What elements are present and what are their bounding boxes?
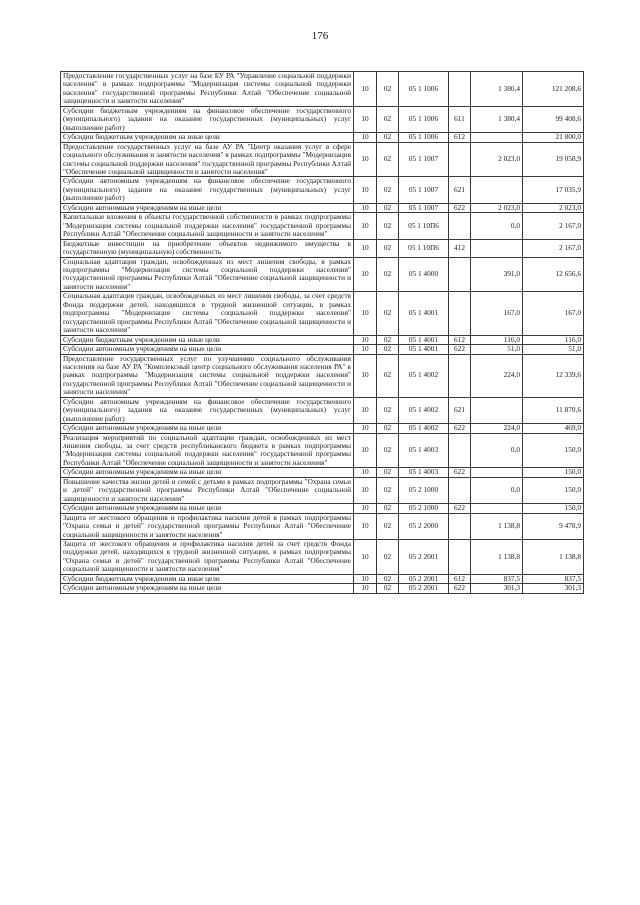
amount-change-cell: 2 023,0 (471, 142, 523, 177)
amount-change-cell: 51,0 (471, 345, 523, 354)
section-code-cell: 10 (354, 433, 377, 468)
table-row (61, 72, 584, 107)
amount-change-cell: 1 138,8 (471, 540, 523, 575)
target-article-cell: 05 2 2001 (399, 574, 449, 583)
amount-change-cell (471, 397, 523, 423)
subsection-code-cell: 02 (377, 540, 399, 575)
amount-change-cell: 0,0 (471, 477, 523, 503)
subsection-code-cell: 02 (377, 106, 399, 132)
amount-total-cell: 9 478,9 (523, 513, 584, 539)
expense-type-cell: 622 (449, 504, 471, 513)
amount-total-cell: 12 339,6 (523, 354, 584, 397)
target-article-cell: 05 1 1007 (399, 142, 449, 177)
expense-type-cell: 622 (449, 345, 471, 354)
table-row (61, 106, 584, 132)
table-row (61, 513, 584, 539)
target-article-cell: 05 1 1007 (399, 203, 449, 212)
section-code-cell: 10 (354, 513, 377, 539)
subsection-code-cell: 02 (377, 133, 399, 142)
expense-name-cell: Субсидии автономным учреждениям на иные цели (61, 424, 354, 433)
amount-total-cell: 121 208,6 (523, 72, 584, 107)
subsection-code-cell: 02 (377, 584, 399, 593)
expense-name-cell: Защита от жестокого обращения и профилактика насилия детей в рамках подпрограммы "Охрана семьи и детей" государственной программы Республики Алтай "Обеспечение социальной защищенности и занятости населения" (61, 513, 354, 539)
amount-change-cell: 837,5 (471, 574, 523, 583)
expense-name-cell: Социальная адаптация граждан, освобожденных из мест лишения свободы, в рамках подпрограммы "Модернизация системы социальной поддержки населения" государственной программы Республики Алтай "Обеспечение социальной защищенности и занятости населения" (61, 257, 354, 292)
table-row (61, 477, 584, 503)
expense-name-cell: Предоставление государственных услуг на базе АУ РА "Центр оказания услуг в сфере социального обслуживания и занятости населения" в рамках подпрограммы "Модернизация системы социальной поддержки населения" государственной программы Республики Алтай "Обеспечение социальной защищенности и занятости населения" (61, 142, 354, 177)
amount-total-cell: 116,0 (523, 335, 584, 344)
expense-name-cell: Субсидии автономным учреждениям на финансовое обеспечение государственного (муниципального) задания на оказание государственных (муниципальных) услуг (выполнение работ) (61, 177, 354, 203)
subsection-code-cell: 02 (377, 345, 399, 354)
section-code-cell: 10 (354, 354, 377, 397)
target-article-cell: 05 1 4002 (399, 424, 449, 433)
expense-name-cell: Предоставление государственных услуг на базе БУ РА "Управление социальной поддержки населения" в рамках подпрограммы "Модернизация системы социальной поддержки населения" государственной программы Республики Алтай "Обеспечение социальной защищенности и занятости населения" (61, 72, 354, 107)
page-number: 176 (311, 30, 329, 42)
subsection-code-cell: 02 (377, 257, 399, 292)
expense-type-cell (449, 292, 471, 335)
expense-type-cell (449, 540, 471, 575)
amount-total-cell: 12 656,6 (523, 257, 584, 292)
table-row (61, 292, 584, 335)
amount-total-cell: 19 058,9 (523, 142, 584, 177)
expense-type-cell: 622 (449, 424, 471, 433)
target-article-cell: 05 1 4001 (399, 292, 449, 335)
subsection-code-cell: 02 (377, 177, 399, 203)
expense-name-cell: Реализация мероприятий по социальной адаптации граждан, освобожденных из мест лишения свободы, за счет средств республиканского бюджета в рамках подпрограммы "Модернизация системы социальной поддержки населения" государственной программы Республики Алтай "Обеспечение социальной защищенности и занятости населения" (61, 433, 354, 468)
section-code-cell: 10 (354, 584, 377, 593)
amount-change-cell (471, 239, 523, 257)
section-code-cell: 10 (354, 133, 377, 142)
target-article-cell: 05 1 4001 (399, 335, 449, 344)
target-article-cell: 05 1 10П6 (399, 213, 449, 239)
target-article-cell: 05 2 2001 (399, 584, 449, 593)
target-article-cell: 05 1 4002 (399, 354, 449, 397)
table-row (61, 133, 584, 142)
table-row (61, 213, 584, 239)
subsection-code-cell: 02 (377, 354, 399, 397)
subsection-code-cell: 02 (377, 433, 399, 468)
expense-name-cell: Субсидии бюджетным учреждениям на иные цели (61, 574, 354, 583)
table-row (61, 239, 584, 257)
subsection-code-cell: 02 (377, 239, 399, 257)
subsection-code-cell: 02 (377, 504, 399, 513)
subsection-code-cell: 02 (377, 574, 399, 583)
table-row (61, 574, 584, 583)
expense-type-cell: 622 (449, 584, 471, 593)
section-code-cell: 10 (354, 335, 377, 344)
subsection-code-cell: 02 (377, 335, 399, 344)
subsection-code-cell: 02 (377, 203, 399, 212)
expense-type-cell (449, 354, 471, 397)
expense-name-cell: Субсидии автономным учреждениям на иные цели (61, 504, 354, 513)
target-article-cell: 05 1 4002 (399, 397, 449, 423)
section-code-cell: 10 (354, 257, 377, 292)
section-code-cell: 10 (354, 72, 377, 107)
expense-name-cell: Защита от жестокого обращения и профилактика насилия детей за счет средств Фонда поддержки детей, находящихся в трудной жизненной ситуации, в рамках подпрограммы "Охрана семьи и детей" государственной программы Республики Алтай "Обеспечение социальной защищенности и занятости населения" (61, 540, 354, 575)
table-row (61, 433, 584, 468)
amount-change-cell: 0,0 (471, 213, 523, 239)
section-code-cell: 10 (354, 504, 377, 513)
section-code-cell: 10 (354, 142, 377, 177)
target-article-cell: 05 2 2001 (399, 540, 449, 575)
subsection-code-cell: 02 (377, 468, 399, 477)
target-article-cell: 05 1 4000 (399, 257, 449, 292)
expense-type-cell: 612 (449, 574, 471, 583)
amount-change-cell: 301,3 (471, 584, 523, 593)
amount-change-cell: 1 380,4 (471, 72, 523, 107)
target-article-cell: 05 1 10П6 (399, 239, 449, 257)
amount-total-cell: 11 870,6 (523, 397, 584, 423)
expense-type-cell: 611 (449, 106, 471, 132)
amount-total-cell: 99 408,6 (523, 106, 584, 132)
section-code-cell: 10 (354, 345, 377, 354)
amount-total-cell: 17 035,9 (523, 177, 584, 203)
amount-total-cell: 150,0 (523, 477, 584, 503)
subsection-code-cell: 02 (377, 397, 399, 423)
expense-name-cell: Субсидии бюджетным учреждениям на иные цели (61, 335, 354, 344)
table-row (61, 504, 584, 513)
expense-name-cell: Повышение качества жизни детей и семей с детьми в рамках подпрограммы "Охрана семьи и детей" государственной программы Республики Алтай "Обеспечение социальной защищенности и занятости населения" (61, 477, 354, 503)
table-row (61, 397, 584, 423)
target-article-cell: 05 2 2000 (399, 513, 449, 539)
amount-change-cell: 1 138,8 (471, 513, 523, 539)
table-row (61, 424, 584, 433)
subsection-code-cell: 02 (377, 424, 399, 433)
target-article-cell: 05 1 1006 (399, 106, 449, 132)
expense-type-cell (449, 213, 471, 239)
expense-name-cell: Субсидии автономным учреждениям на финансовое обеспечение государственного (муниципального) задания на оказание государственных (муниципальных) услуг (выполнение работ) (61, 397, 354, 423)
section-code-cell: 10 (354, 574, 377, 583)
table-row (61, 142, 584, 177)
table-row (61, 177, 584, 203)
expense-type-cell (449, 72, 471, 107)
subsection-code-cell: 02 (377, 513, 399, 539)
expense-type-cell (449, 513, 471, 539)
expense-name-cell: Субсидии автономным учреждениям на иные цели (61, 468, 354, 477)
section-code-cell: 10 (354, 239, 377, 257)
amount-total-cell: 837,5 (523, 574, 584, 583)
budget-table (60, 71, 584, 594)
section-code-cell: 10 (354, 540, 377, 575)
expense-type-cell (449, 433, 471, 468)
amount-total-cell: 150,0 (523, 504, 584, 513)
expense-type-cell (449, 142, 471, 177)
expense-type-cell: 412 (449, 239, 471, 257)
table-row (61, 257, 584, 292)
section-code-cell: 10 (354, 177, 377, 203)
subsection-code-cell: 02 (377, 72, 399, 107)
amount-total-cell: 2 023,0 (523, 203, 584, 212)
table-row (61, 468, 584, 477)
section-code-cell: 10 (354, 468, 377, 477)
expense-name-cell: Субсидии автономным учреждениям на иные цели (61, 345, 354, 354)
section-code-cell: 10 (354, 213, 377, 239)
expense-name-cell: Бюджетные инвестиции на приобретение объектов недвижимого имущества в государственную (муниципальную) собственность (61, 239, 354, 257)
amount-change-cell (471, 133, 523, 142)
amount-total-cell: 150,0 (523, 433, 584, 468)
amount-total-cell: 1 138,8 (523, 540, 584, 575)
table-row (61, 584, 584, 593)
expense-name-cell: Субсидии бюджетным учреждениям на иные цели (61, 133, 354, 142)
expense-type-cell: 622 (449, 203, 471, 212)
target-article-cell: 05 2 1000 (399, 477, 449, 503)
table-row (61, 354, 584, 397)
expense-name-cell: Социальная адаптация граждан, освобожденных из мест лишения свободы, за счет средств Фонда поддержки детей, находящихся в трудной жизненной ситуации, в рамках подпрограммы "Модернизация системы социальной поддержки населения" государственной программы Республики Алтай "Обеспечение социальной защищенности и занятости населения" (61, 292, 354, 335)
subsection-code-cell: 02 (377, 477, 399, 503)
target-article-cell: 05 1 1007 (399, 177, 449, 203)
expense-type-cell: 612 (449, 133, 471, 142)
amount-total-cell: 51,0 (523, 345, 584, 354)
expense-name-cell: Предоставление государственных услуг по улучшению социального обслуживания населения на базе АУ РА "Комплексный центр социального обслуживания населения РА" в рамках подпрограммы "Модернизация системы социальной поддержки населения" государственной программы Республики Алтай "Обеспечение социальной защищенности и занятости населения" (61, 354, 354, 397)
amount-total-cell: 21 800,0 (523, 133, 584, 142)
amount-change-cell (471, 504, 523, 513)
amount-total-cell: 469,0 (523, 424, 584, 433)
amount-change-cell: 116,0 (471, 335, 523, 344)
amount-change-cell: 1 380,4 (471, 106, 523, 132)
section-code-cell: 10 (354, 292, 377, 335)
target-article-cell: 05 1 4001 (399, 345, 449, 354)
amount-change-cell: 224,0 (471, 354, 523, 397)
amount-total-cell: 2 167,0 (523, 213, 584, 239)
target-article-cell: 05 2 1000 (399, 504, 449, 513)
subsection-code-cell: 02 (377, 142, 399, 177)
amount-change-cell: 167,0 (471, 292, 523, 335)
amount-change-cell (471, 177, 523, 203)
expense-type-cell: 621 (449, 177, 471, 203)
section-code-cell: 10 (354, 397, 377, 423)
table-row (61, 203, 584, 212)
expense-name-cell: Капитальные вложения в объекты государственной собственности в рамках подпрограммы "Модернизация системы социальной поддержки населения" государственной программы Республики Алтай "Обеспечение социальной защищенности и занятости населения" (61, 213, 354, 239)
budget-table-body (61, 72, 584, 594)
expense-name-cell: Субсидии автономным учреждениям на иные цели (61, 203, 354, 212)
amount-total-cell: 301,3 (523, 584, 584, 593)
subsection-code-cell: 02 (377, 213, 399, 239)
amount-change-cell: 2 023,0 (471, 203, 523, 212)
expense-type-cell: 612 (449, 335, 471, 344)
target-article-cell: 05 1 1006 (399, 72, 449, 107)
expense-type-cell (449, 477, 471, 503)
expense-type-cell: 621 (449, 397, 471, 423)
amount-change-cell: 391,0 (471, 257, 523, 292)
section-code-cell: 10 (354, 477, 377, 503)
amount-change-cell: 0,0 (471, 433, 523, 468)
target-article-cell: 05 1 4003 (399, 433, 449, 468)
expense-type-cell (449, 257, 471, 292)
amount-change-cell (471, 468, 523, 477)
subsection-code-cell: 02 (377, 292, 399, 335)
target-article-cell: 05 1 1006 (399, 133, 449, 142)
section-code-cell: 10 (354, 203, 377, 212)
target-article-cell: 05 1 4003 (399, 468, 449, 477)
table-row (61, 540, 584, 575)
expense-name-cell: Субсидии автономным учреждениям на иные цели (61, 584, 354, 593)
table-row (61, 345, 584, 354)
expense-type-cell: 622 (449, 468, 471, 477)
expense-name-cell: Субсидии бюджетным учреждениям на финансовое обеспечение государственного (муниципального) задания на оказание государственных (муниципальных) услуг (выполнение работ) (61, 106, 354, 132)
table-row (61, 335, 584, 344)
amount-total-cell: 150,0 (523, 468, 584, 477)
section-code-cell: 10 (354, 424, 377, 433)
section-code-cell: 10 (354, 106, 377, 132)
amount-total-cell: 2 167,0 (523, 239, 584, 257)
amount-total-cell: 167,0 (523, 292, 584, 335)
amount-change-cell: 224,0 (471, 424, 523, 433)
